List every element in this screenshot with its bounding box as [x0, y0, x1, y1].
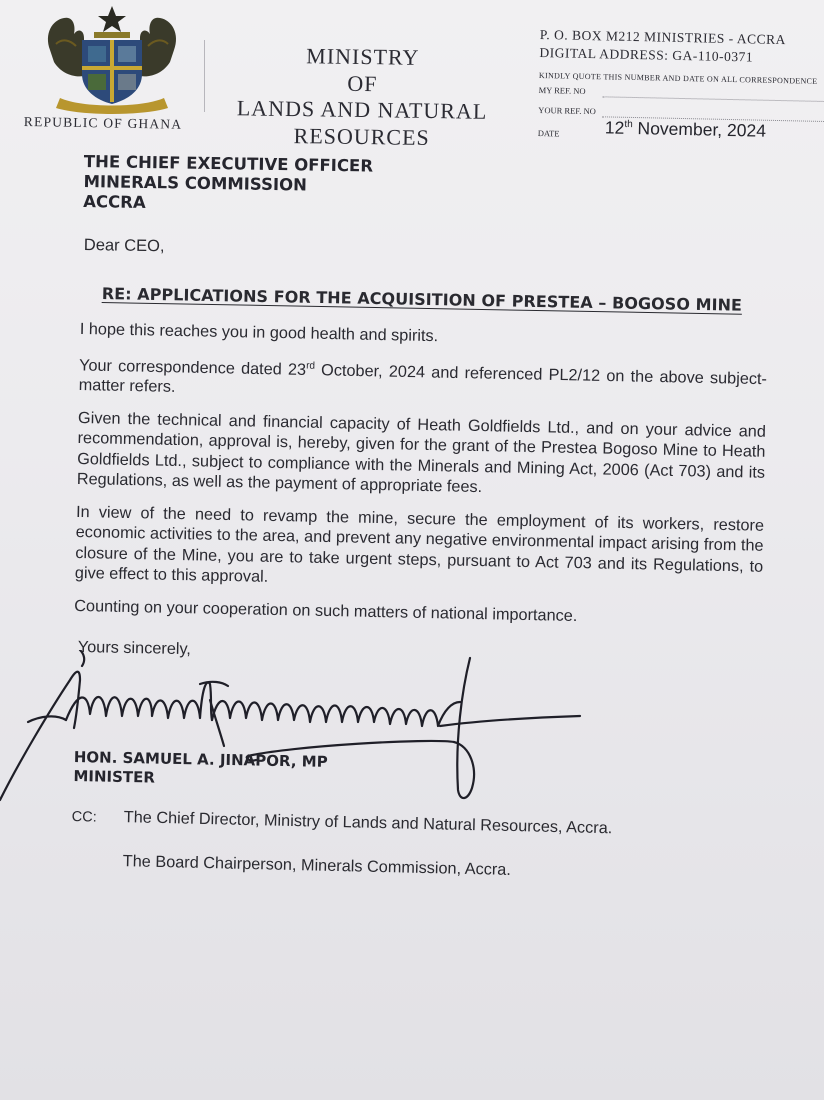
- ministry-line-2: OF: [347, 70, 378, 96]
- signatory-block: [73, 748, 328, 791]
- body-paragraph-1: I hope this reaches you in good health and spirits.: [79, 319, 439, 346]
- ministry-address-block: [538, 26, 824, 148]
- recipient-line-3: ACCRA: [83, 191, 146, 212]
- recipient-line-2: MINERALS COMMISSION: [83, 171, 308, 195]
- ghana-coat-of-arms-emblem: [42, 4, 182, 116]
- cc-recipient-1: The Chief Director, Ministry of Lands and Natural Resources, Accra.: [123, 808, 613, 838]
- ministry-line-3: LANDS AND NATURAL: [236, 95, 488, 124]
- quote-reference-note: KINDLY QUOTE THIS NUMBER AND DATE ON ALL CORRESPONDENCE: [538, 70, 818, 86]
- postal-address: P. O. BOX M212 MINISTRIES - ACCRA: [539, 26, 786, 48]
- date-suffix: th: [624, 118, 633, 131]
- complimentary-close: Yours sincerely,: [77, 638, 192, 659]
- digital-address: DIGITAL ADDRESS: GA-110-0371: [539, 44, 754, 65]
- body-paragraph-5: Counting on your cooperation on such matters of national importance.: [74, 596, 578, 625]
- letterhead-divider: [204, 40, 205, 112]
- p2-end: October, 2024 and referenced PL2/12 on the above subject-matter refers.: [78, 360, 768, 397]
- p2-start: Your correspondence dated 23: [78, 355, 307, 379]
- body-paragraph-3: Given the technical and financial capacity of Heath Goldfields Ltd., and on your advice and recommendation, approval is, hereby, given for the grant of the Prestea Bogoso Mine to Heath Goldfields Ltd., subject to compliance with the Minerals and Mining Act, 2006 (Act 703) and its Regulations, as well as the payment of appropriate fees.: [76, 408, 767, 497]
- body-paragraph-4: In view of the need to revamp the mine, secure the employment of its workers, restore economic activities to the area, and prevent any negative environmental impact arising from the closure of the Mine, you are to take urgent steps, pursuant to Act 703 and its Regulations, to give effect to this approval.: [74, 502, 765, 587]
- cc-label: CC:: [71, 808, 97, 826]
- signatory-name: HON. SAMUEL A. JINAPOR, MP: [73, 748, 328, 771]
- handwritten-signature: [0, 650, 600, 820]
- ministry-line-1: MINISTRY: [306, 43, 420, 70]
- body-paragraph-2: [78, 351, 767, 409]
- salutation: Dear CEO,: [83, 236, 165, 256]
- ministry-line-4: RESOURCES: [293, 122, 430, 150]
- recipient-address: [83, 152, 373, 217]
- letter-date: [605, 117, 766, 141]
- recipient-line-1: THE CHIEF EXECUTIVE OFFICER: [83, 152, 374, 176]
- date-label: DATE: [537, 127, 560, 139]
- subject-line: RE: APPLICATIONS FOR THE ACQUISITION OF PRESTEA – BOGOSO MINE: [101, 284, 743, 315]
- p2-ordinal-suffix: rd: [306, 360, 316, 372]
- ministry-name: [217, 42, 508, 152]
- date-row: [537, 117, 824, 148]
- letter-body: [74, 319, 768, 637]
- my-ref-label: MY REF. NO: [538, 84, 586, 96]
- date-day: 12: [604, 117, 625, 138]
- your-ref-label: YOUR REF. NO: [538, 104, 596, 117]
- cc-recipient-2: The Board Chairperson, Minerals Commission, Accra.: [122, 852, 512, 879]
- signatory-title: MINISTER: [73, 766, 156, 787]
- republic-of-ghana-label: REPUBLIC OF GHANA: [23, 114, 183, 132]
- date-month-year: November, 2024: [632, 117, 767, 141]
